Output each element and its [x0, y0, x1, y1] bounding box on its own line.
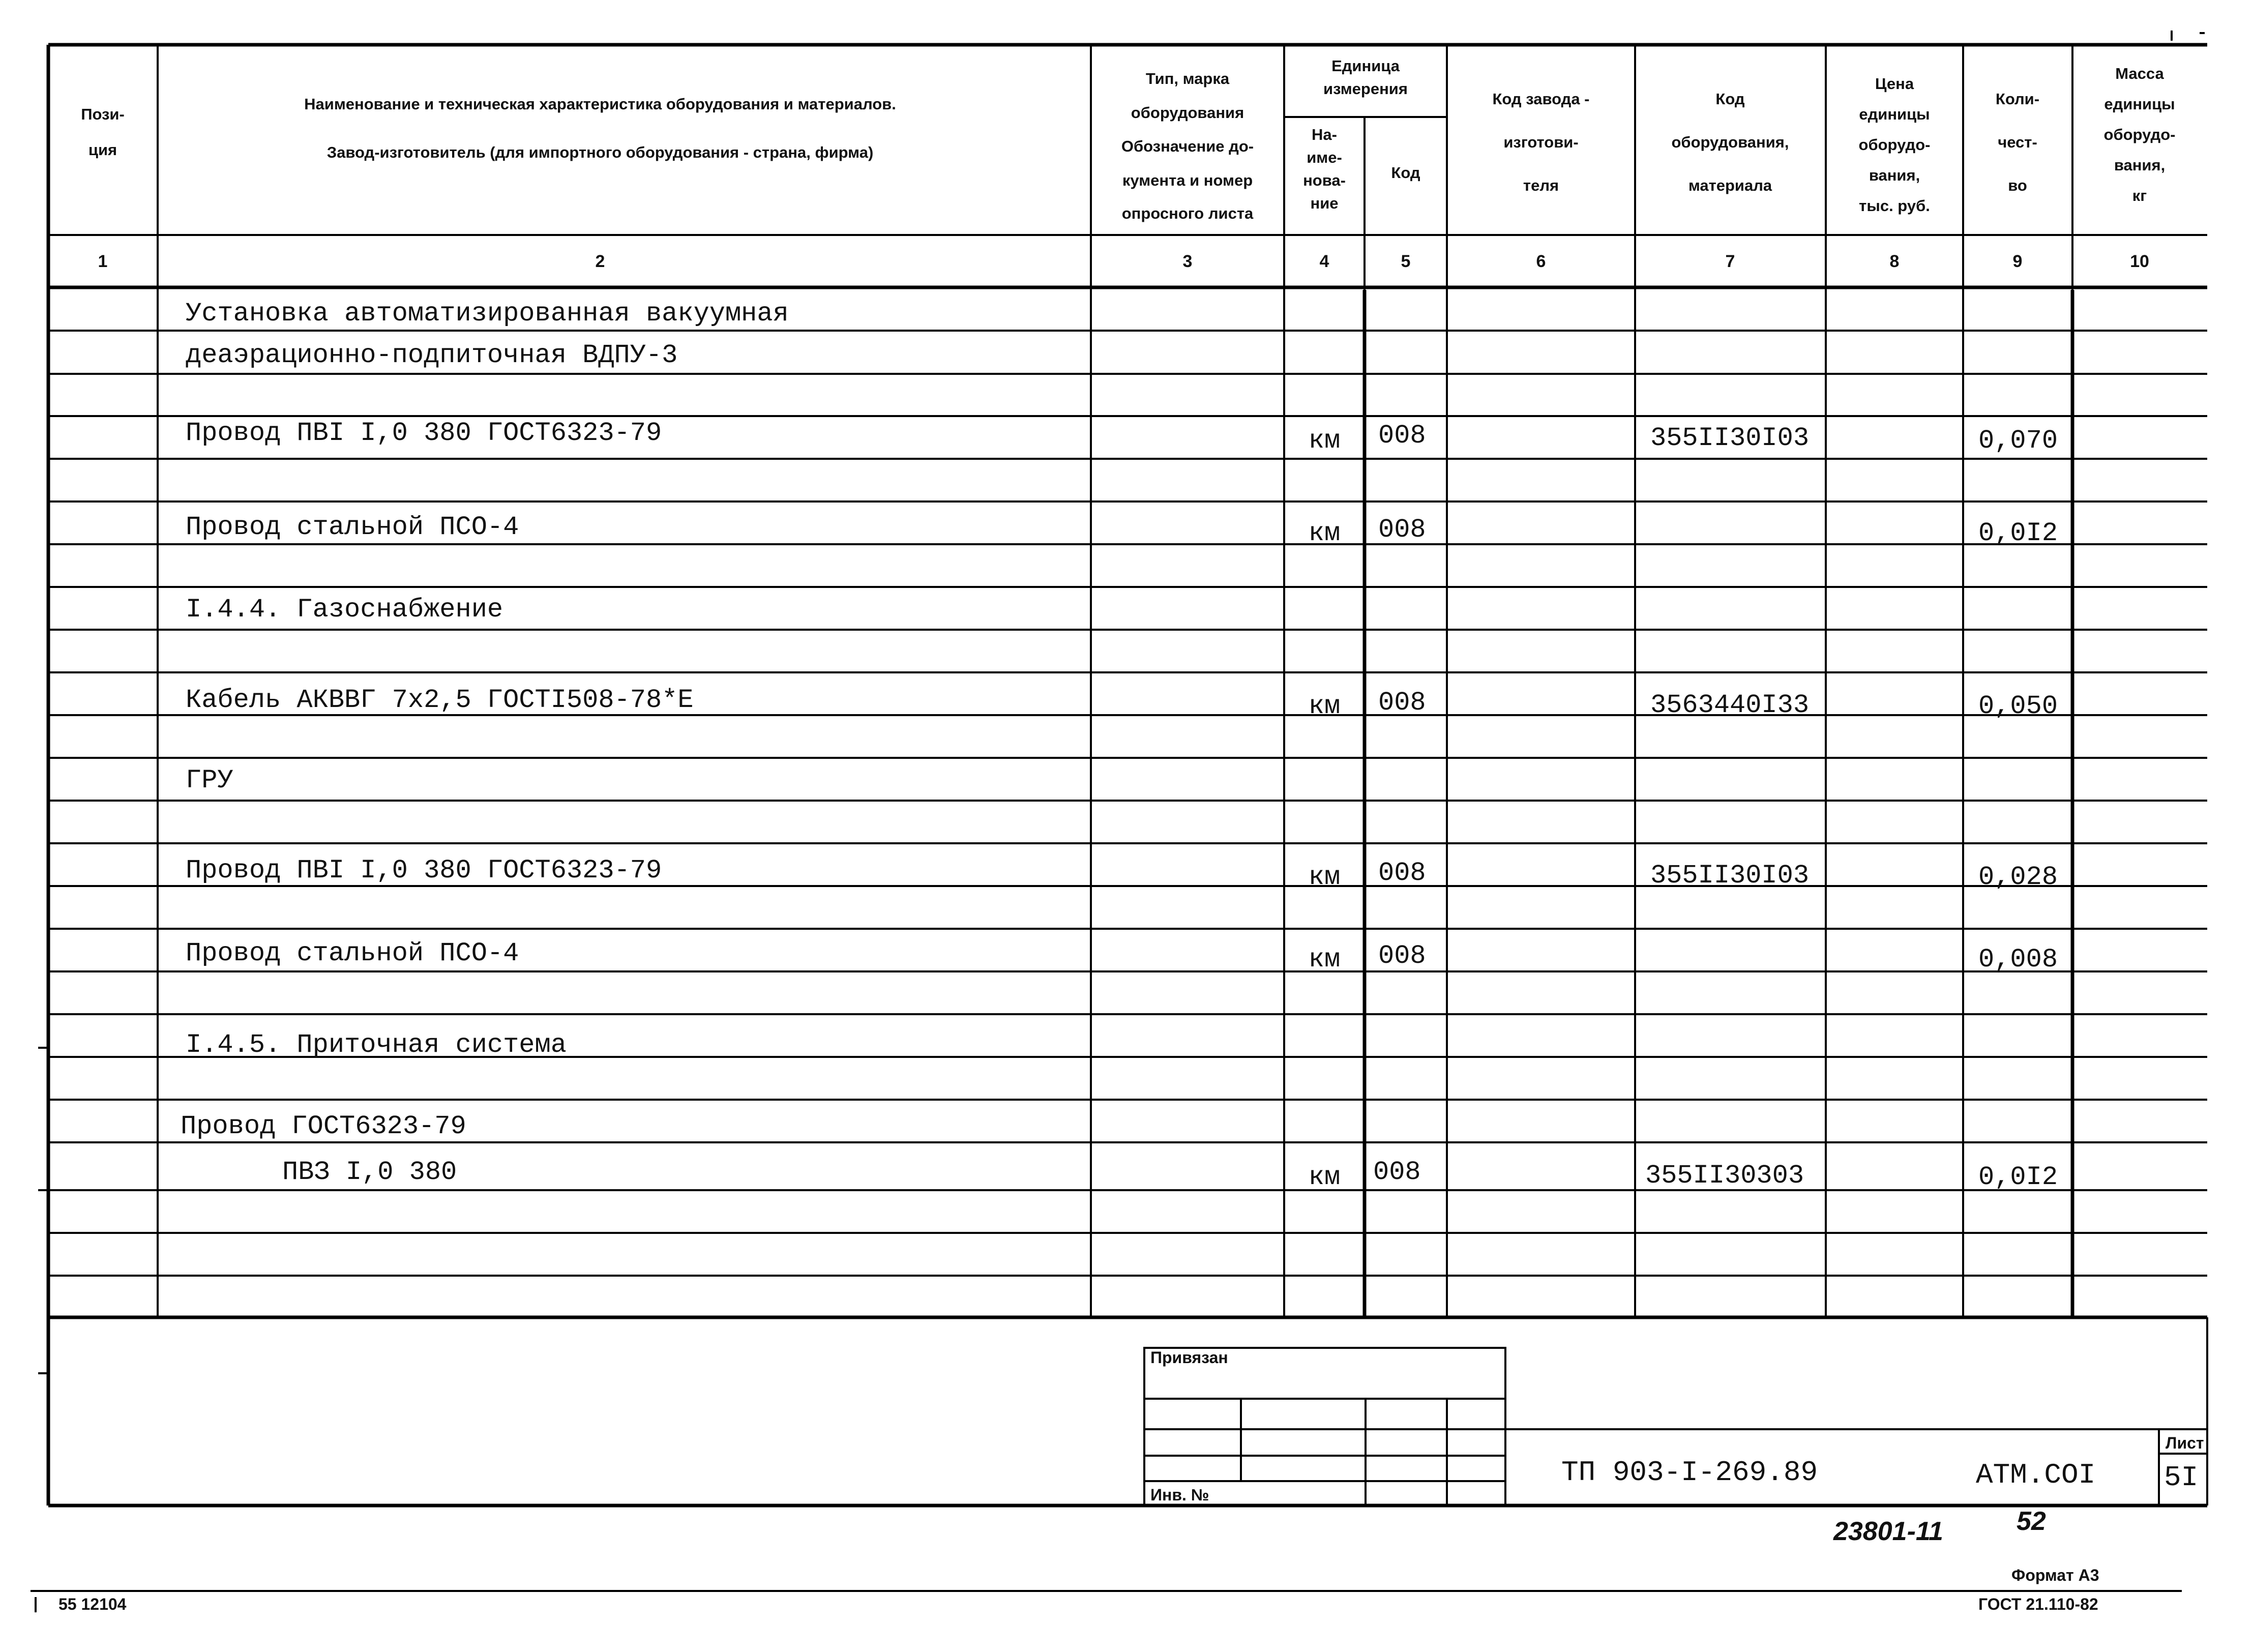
item-name: I.4.4. Газоснабжение: [186, 595, 503, 625]
privyazan-label: Привязан: [1150, 1348, 1228, 1367]
title-block: [1144, 1348, 2207, 1506]
page-footer: [31, 1507, 2182, 1613]
table-row: [181, 1111, 466, 1141]
column-number: 9: [2012, 252, 2023, 271]
header-col6-line1: Код завода -: [1492, 90, 1590, 108]
archive-number: 55 12104: [58, 1595, 127, 1613]
header-col5: Код: [1391, 164, 1420, 182]
quantity-cell: 0,070: [1978, 426, 2058, 456]
column-number: 8: [1889, 252, 1900, 271]
header-unit-group-line2: измерения: [1323, 80, 1408, 98]
quantity-cell: 0,050: [1978, 691, 2058, 721]
quantity-cell: 0,028: [1978, 862, 2058, 892]
unit-cell: км: [1308, 518, 1341, 548]
header-col8-line5: тыс. руб.: [1859, 197, 1930, 215]
header-col8-line3: оборудо-: [1858, 136, 1931, 154]
table-frame: [48, 45, 2207, 1506]
header-col4-line2: име-: [1307, 149, 1342, 166]
table-row: [282, 1157, 2058, 1192]
item-name: Провод ГОСТ6323-79: [181, 1111, 466, 1141]
material-code-cell: 355II30I03: [1650, 861, 1810, 891]
inventory-number-label: Инв. №: [1150, 1486, 1209, 1504]
item-name: деаэрационно-подпиточная ВДПУ-3: [186, 340, 678, 370]
header-col1-line2: ция: [88, 141, 117, 159]
column-number: 7: [1725, 252, 1735, 271]
header-col8-line1: Цена: [1875, 75, 1914, 93]
header-col8-line2: единицы: [1859, 105, 1930, 123]
column-number: 10: [2130, 252, 2149, 271]
table-row: [186, 299, 789, 329]
header-col6-line2: изготови-: [1503, 133, 1579, 151]
gost-label: ГОСТ 21.110-82: [1978, 1595, 2098, 1613]
header-col10-line5: кг: [2132, 187, 2147, 204]
quantity-cell: 0,0I2: [1978, 518, 2058, 548]
material-code-cell: 355II30I03: [1650, 423, 1810, 453]
header-col2-line1: Наименование и техническая характеристика оборудования и материалов.: [304, 95, 896, 113]
column-number: 3: [1182, 252, 1193, 271]
item-name: Провод ПВI I,0 380 ГОСТ6323-79: [186, 418, 662, 448]
header-col10-line4: вания,: [2114, 156, 2166, 174]
column-number: 6: [1536, 252, 1546, 271]
unit-code-cell: 008: [1378, 858, 1426, 888]
header-col9-line3: во: [2008, 176, 2027, 194]
header-col3-line3: Обозначение до-: [1121, 137, 1254, 155]
edge-marks: [36, 31, 2205, 1612]
quantity-cell: 0,008: [1978, 945, 2058, 975]
item-name: Провод стальной ПСО-4: [186, 512, 519, 542]
unit-cell: км: [1308, 426, 1341, 456]
unit-cell: км: [1308, 691, 1341, 721]
header-col10-line3: оборудо-: [2103, 126, 2176, 143]
table-row: [186, 418, 2058, 456]
sheet-label: Лист: [2166, 1434, 2204, 1452]
header-unit-group-line1: Единица: [1331, 57, 1400, 75]
item-name: Установка автоматизированная вакуумная: [186, 299, 789, 329]
table-header: [81, 57, 2175, 222]
item-name: Провод ПВI I,0 380 ГОСТ6323-79: [186, 855, 662, 886]
unit-code-cell: 008: [1378, 941, 1426, 971]
table-body: [181, 299, 2058, 1192]
header-col7-line3: материала: [1688, 176, 1772, 194]
column-number: 4: [1319, 252, 1329, 271]
column-number: 1: [98, 252, 108, 271]
header-col7-line1: Код: [1715, 90, 1745, 108]
header-col2-line2: Завод-изготовитель (для импортного оборудования - страна, фирма): [327, 143, 874, 161]
header-col10-line2: единицы: [2104, 95, 2175, 113]
header-col7-line2: оборудования,: [1671, 133, 1789, 151]
unit-code-cell: 008: [1378, 421, 1426, 451]
quantity-cell: 0,0I2: [1978, 1162, 2058, 1192]
unit-cell: км: [1308, 862, 1341, 892]
column-number: 2: [595, 252, 605, 271]
item-name: I.4.5. Приточная система: [186, 1030, 567, 1060]
table-row: [186, 1030, 567, 1060]
header-col1-line1: Пози-: [81, 105, 125, 123]
table-row: [186, 938, 2058, 975]
table-row: [186, 340, 677, 370]
column-number: 5: [1401, 252, 1411, 271]
header-col6-line3: теля: [1523, 176, 1559, 194]
column-number-row: [98, 252, 2149, 271]
format-label: Формат А3: [2011, 1566, 2099, 1584]
unit-cell: км: [1308, 945, 1341, 975]
header-col3-line5: опросного листа: [1121, 204, 1254, 222]
header-col3-line1: Тип, марка: [1145, 70, 1230, 87]
document-code: ТП 903-I-269.89: [1561, 1456, 1818, 1489]
table-row: [186, 512, 2058, 548]
header-col9-line2: чест-: [1998, 133, 2037, 151]
handwritten-number: 23801-11: [1833, 1517, 1943, 1546]
item-name: Кабель АКВВГ 7х2,5 ГОСТI508-78*Е: [186, 685, 694, 715]
table-row: [186, 765, 233, 795]
handwritten-page: 52: [2017, 1507, 2046, 1536]
unit-code-cell: 008: [1378, 515, 1426, 545]
sheet-number: 5I: [2164, 1461, 2199, 1494]
unit-cell: км: [1308, 1162, 1341, 1192]
material-code-cell: 3563440I33: [1650, 690, 1810, 720]
document-mark: АТМ.СОI: [1976, 1459, 2096, 1491]
item-name: ПВЗ I,0 380: [282, 1157, 457, 1187]
header-col4-line1: На-: [1312, 126, 1337, 143]
header-col4-line4: ние: [1310, 194, 1339, 212]
item-name: Провод стальной ПСО-4: [186, 938, 519, 968]
material-code-cell: 355II30303: [1645, 1161, 1804, 1191]
header-col8-line4: вания,: [1869, 166, 1920, 184]
header-col9-line1: Коли-: [1995, 90, 2040, 108]
table-row: [186, 595, 503, 625]
unit-code-cell: 008: [1378, 688, 1426, 718]
header-col3-line2: оборудования: [1131, 104, 1244, 122]
unit-code-cell: 008: [1373, 1157, 1421, 1187]
header-col10-line1: Масса: [2115, 65, 2164, 82]
header-col4-line3: нова-: [1303, 171, 1346, 189]
item-name: ГРУ: [186, 765, 233, 795]
header-col3-line4: кумента и номер: [1122, 171, 1253, 189]
